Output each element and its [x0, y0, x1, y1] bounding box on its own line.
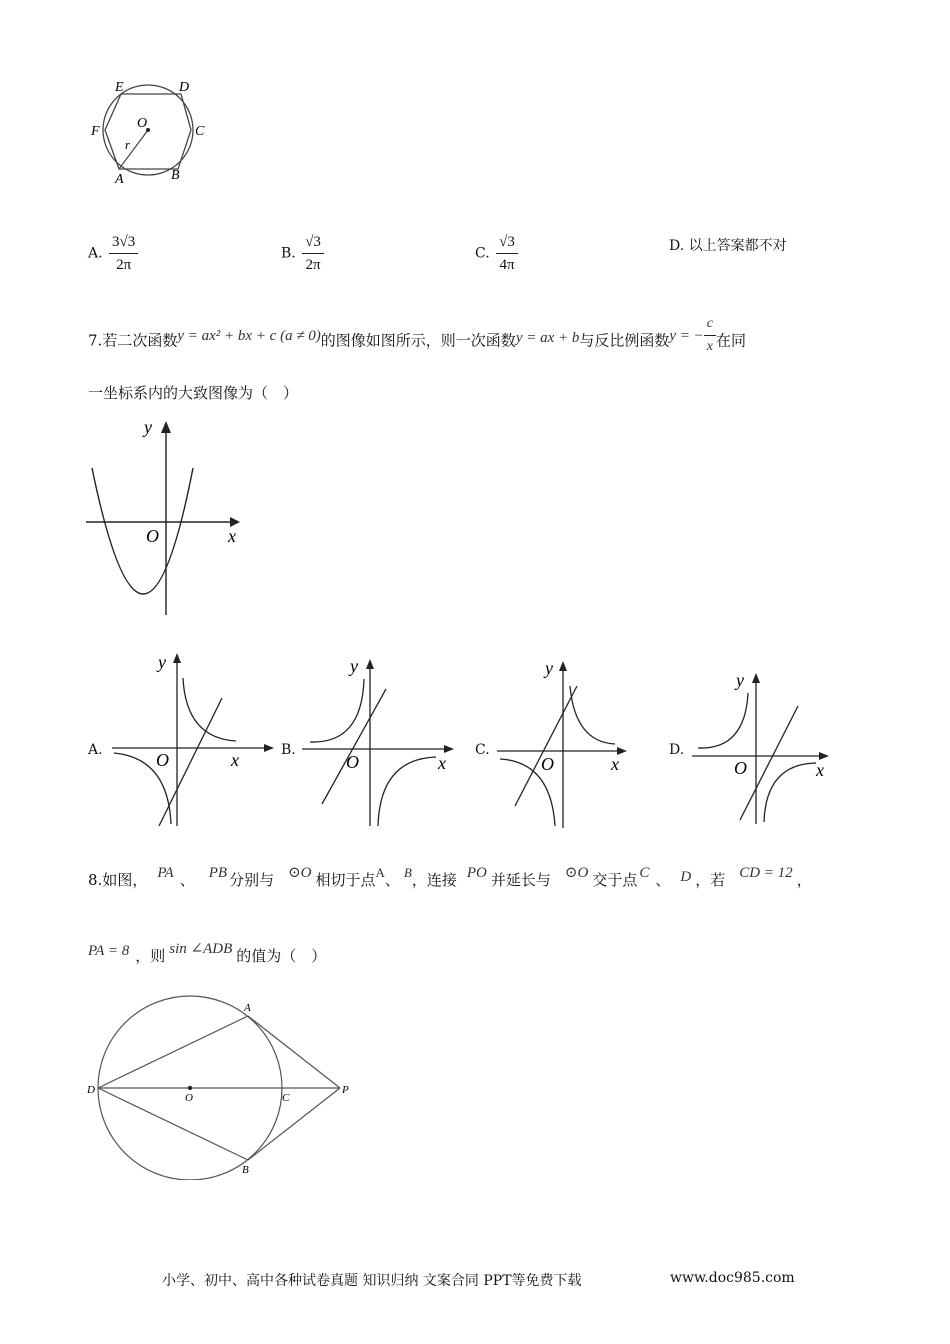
- q8-text: ，则: [135, 947, 166, 965]
- q8-text: 并延长与: [490, 871, 551, 889]
- q8-math-d: D: [680, 869, 692, 885]
- q6-option-c: [475, 232, 518, 275]
- q7-parabola-graph: [82, 415, 257, 620]
- option-letter: B.: [281, 245, 296, 262]
- x-arrow-icon: [444, 745, 454, 753]
- q7-option-b-letter: B.: [281, 742, 296, 758]
- q8-line1: [88, 865, 812, 891]
- q8-math-b: B: [403, 865, 412, 880]
- q8-math-c: C: [639, 865, 650, 881]
- origin-label: O: [146, 526, 159, 546]
- axis-y-label: y: [350, 656, 358, 676]
- q8-tangent-figure: [82, 995, 362, 1180]
- hyperbola-branch-2: [378, 757, 436, 826]
- option-numerator: √3: [496, 232, 518, 254]
- hyperbola-branch-1: [183, 678, 236, 741]
- option-denominator: 2π: [305, 257, 321, 273]
- axis-y-label: y: [545, 658, 553, 678]
- option-text: 以上答案都不对: [688, 238, 787, 254]
- q8-line2: [88, 941, 327, 967]
- q8-math-po: PO: [466, 865, 487, 881]
- hyperbola-branch-1: [310, 679, 364, 742]
- axis-y-label: y: [736, 670, 744, 690]
- q7-option-c-letter: C.: [475, 742, 490, 758]
- parabola-curve: [92, 468, 193, 594]
- label-B: B: [242, 1164, 249, 1176]
- option-denominator: 4π: [499, 257, 515, 273]
- q8-text: 、: [179, 871, 195, 889]
- tangent-pa: [248, 1016, 340, 1088]
- q7-quadratic-formula: y = ax² + bx + c (a ≠ 0): [177, 327, 321, 344]
- option-numerator: √3: [302, 232, 324, 254]
- hyperbola-branch-2: [764, 763, 816, 822]
- label-E: E: [115, 80, 124, 95]
- q8-text: 、: [384, 871, 400, 889]
- q8-math-circle-o: ⊙O: [288, 865, 312, 881]
- option-numerator: 3√3: [109, 232, 138, 254]
- q8-text: 分别与: [229, 871, 275, 889]
- q7-line2: 一坐标系内的大致图像为（ ）: [88, 384, 299, 402]
- x-arrow-icon: [819, 752, 829, 760]
- q7-text: 若二次函数: [102, 331, 178, 350]
- label-A: A: [244, 1002, 251, 1014]
- axis-x-label: x: [438, 753, 446, 773]
- y-arrow-icon: [161, 421, 171, 433]
- line-da: [98, 1016, 248, 1088]
- linear-line: [740, 706, 798, 820]
- option-letter: A.: [88, 245, 103, 262]
- q7-inverse-prefix: y = −: [669, 327, 704, 344]
- label-D: D: [87, 1084, 95, 1096]
- q8-text: ，: [796, 871, 812, 889]
- option-letter: C.: [475, 245, 490, 262]
- label-O: O: [137, 116, 148, 131]
- y-arrow-icon: [173, 653, 181, 663]
- q6-option-a: [88, 232, 138, 275]
- axis-y-label: y: [144, 417, 152, 437]
- q8-math-circle-o2: ⊙O: [564, 865, 589, 881]
- label-C: C: [195, 124, 205, 139]
- label-D: D: [179, 80, 190, 95]
- label-P: P: [342, 1084, 349, 1096]
- q7-option-a-graph: [110, 648, 280, 830]
- q7-inverse-numerator: c: [704, 314, 716, 336]
- label-r: r: [125, 137, 131, 152]
- q8-math-cd: CD = 12: [739, 865, 793, 881]
- q6-option-d: [669, 236, 787, 256]
- origin-label: O: [541, 754, 554, 774]
- origin-label: O: [346, 752, 359, 772]
- center-point: [188, 1086, 192, 1090]
- q8-text: 的值为（ ）: [236, 947, 327, 965]
- label-O: O: [185, 1092, 193, 1104]
- q7-linear-formula: y = ax + b: [515, 329, 580, 346]
- footer-text: 小学、初中、高中各种试卷真题 知识归纳 文案合同 PPT等免费下载: [162, 1273, 582, 1289]
- tangent-pb: [248, 1088, 340, 1160]
- y-arrow-icon: [559, 661, 567, 671]
- q7-inverse-denominator: x: [706, 339, 714, 354]
- label-A: A: [115, 172, 124, 187]
- q7-text: 与反比例函数: [579, 331, 670, 350]
- question-number: 8.: [88, 871, 103, 889]
- origin-label: O: [734, 758, 747, 778]
- q6-option-b: [281, 232, 324, 275]
- label-C: C: [282, 1092, 290, 1104]
- q8-math-pa-8: PA = 8: [88, 943, 130, 959]
- q7-text: 在同: [716, 331, 747, 350]
- question-number: 7.: [88, 331, 103, 350]
- hyperbola-branch-1: [570, 686, 615, 744]
- q8-text: 如图，: [102, 871, 148, 889]
- y-arrow-icon: [752, 673, 760, 683]
- q8-math-a: A: [375, 865, 385, 880]
- linear-line: [322, 689, 386, 804]
- q8-math-pb: PB: [208, 865, 228, 881]
- option-letter: D.: [669, 238, 685, 254]
- q7-option-c-graph: [495, 656, 640, 830]
- q8-text: 相切于点: [315, 871, 376, 889]
- option-denominator: 2π: [116, 257, 132, 273]
- q8-math-pa: PA: [157, 865, 174, 881]
- q7-line1: [88, 316, 747, 363]
- q7-option-d-letter: D.: [669, 742, 685, 758]
- q7-option-b-graph: [300, 654, 465, 830]
- axis-x-label: x: [228, 526, 236, 546]
- axis-x-label: x: [816, 760, 824, 780]
- radius-line: [119, 130, 148, 169]
- q8-text: ，若: [695, 871, 726, 889]
- q8-text: ，连接: [411, 871, 457, 889]
- label-F: F: [91, 124, 100, 139]
- origin-label: O: [156, 750, 169, 770]
- y-arrow-icon: [366, 659, 374, 669]
- q7-text: 的图像如图所示，则一次函数: [320, 331, 516, 350]
- q7-option-d-graph: [690, 668, 840, 828]
- x-arrow-icon: [264, 744, 274, 752]
- axis-x-label: x: [231, 750, 239, 770]
- label-B: B: [171, 168, 180, 183]
- footer-url[interactable]: www.doc985.com: [670, 1270, 795, 1286]
- line-db: [98, 1088, 248, 1160]
- q8-text: 交于点: [592, 871, 638, 889]
- q8-text: 、: [655, 871, 671, 889]
- axis-y-label: y: [158, 652, 166, 672]
- axis-x-label: x: [611, 754, 619, 774]
- hexagon-circle-figure: [85, 75, 220, 190]
- q7-option-a-letter: A.: [88, 742, 103, 758]
- q8-math-sin: sin ∠ADB: [169, 941, 233, 957]
- hyperbola-branch-1: [698, 693, 748, 748]
